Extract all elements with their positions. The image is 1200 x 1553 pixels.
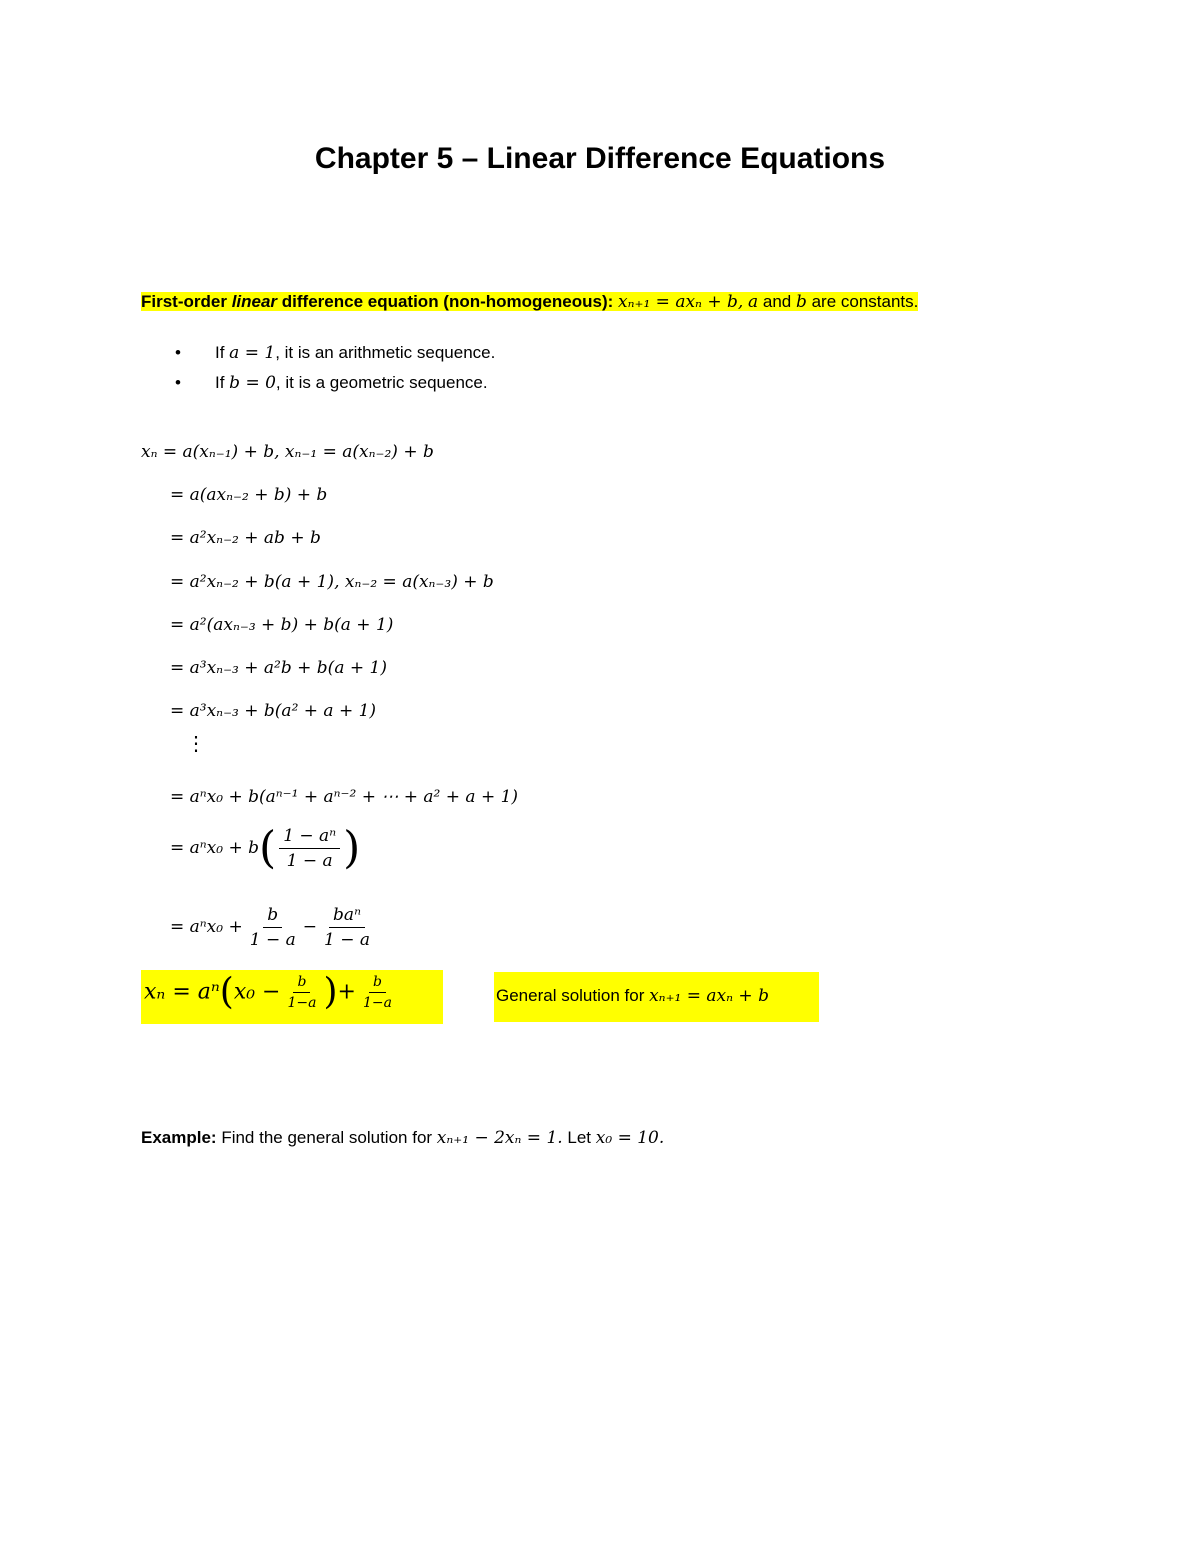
derivation-line-6: = a³xₙ₋₃ + a²b + b(a + 1)	[170, 658, 387, 678]
definition-and: and	[758, 292, 796, 311]
right-paren: )	[323, 971, 338, 1013]
definition-equation: xₙ₊₁ = axₙ + b,	[618, 292, 744, 312]
bullet-dot-icon: •	[175, 343, 181, 362]
derivation-line-1: xₙ = a(xₙ₋₁) + b, xₙ₋₁ = a(xₙ₋₂) + b	[141, 442, 434, 462]
fraction-step: = aⁿx₀ + b( $\frac{\text{1 − aⁿ}}{1 - a}$ )	[170, 822, 361, 874]
fraction: $\frac{b}{1 - a}$	[249, 905, 296, 950]
definition-var-a: a	[748, 292, 759, 312]
definition-label-rest: difference equation (non-homogeneous):	[277, 292, 614, 311]
derivation-line-3: = a²xₙ₋₂ + ab + b	[170, 528, 321, 548]
bullet-dot-icon: •	[175, 373, 181, 392]
derivation-line-2: = a(axₙ₋₂ + b) + b	[170, 485, 328, 505]
left-paren: (	[219, 971, 234, 1013]
fraction: $\frac{\text{1 − aⁿ}}{1 - a}$	[279, 826, 340, 871]
definition-var-b: b	[795, 292, 807, 312]
left-paren: (	[259, 822, 277, 874]
bullet-list	[175, 338, 495, 398]
fraction: $\frac{\text{baⁿ}}{1 - a}$	[324, 905, 371, 950]
definition-line	[141, 292, 918, 312]
right-paren: )	[343, 822, 361, 874]
bullet-item: • If a = 1, it is an arithmetic sequence.	[175, 338, 495, 368]
example-line: Example: Find the general solution for xₙ₊₁ − 2xₙ = 1. Let x₀ = 10.	[141, 1128, 665, 1148]
definition-label-italic: linear	[231, 292, 278, 311]
page-title: Chapter 5 – Linear Difference Equations	[314, 142, 886, 175]
definition-tail: are constants.	[806, 292, 919, 311]
general-solution-equation: xₙ = aⁿ(x₀ − $\frac{b}{1-a}$ )+ $\frac{b}{1-a}$	[144, 974, 399, 1011]
derivation-line-8: = aⁿx₀ + b(aⁿ⁻¹ + aⁿ⁻² + ⋯ + a² + a + 1)	[170, 787, 519, 807]
bullet-item: • If b = 0, it is a geometric sequence.	[175, 368, 495, 398]
definition-label: First-order	[141, 292, 232, 311]
split-step: = aⁿx₀ + $\frac{b}{1 - a}$ − $\frac{\text{baⁿ}}{1 - a}$	[170, 905, 377, 950]
derivation-line-5: = a²(axₙ₋₃ + b) + b(a + 1)	[170, 615, 394, 635]
derivation-line-4: = a²xₙ₋₂ + b(a + 1), xₙ₋₂ = a(xₙ₋₃) + b	[170, 572, 494, 592]
vertical-ellipsis: ⋮	[186, 731, 206, 755]
general-solution-label: General solution for xₙ₊₁ = axₙ + b	[496, 986, 769, 1006]
fraction: $\frac{b}{1-a}$	[287, 974, 317, 1011]
definition-highlight	[141, 292, 918, 311]
derivation-line-7: = a³xₙ₋₃ + b(a² + a + 1)	[170, 701, 377, 721]
fraction: $\frac{b}{1-a}$	[362, 974, 392, 1011]
example-label: Example:	[141, 1128, 217, 1147]
